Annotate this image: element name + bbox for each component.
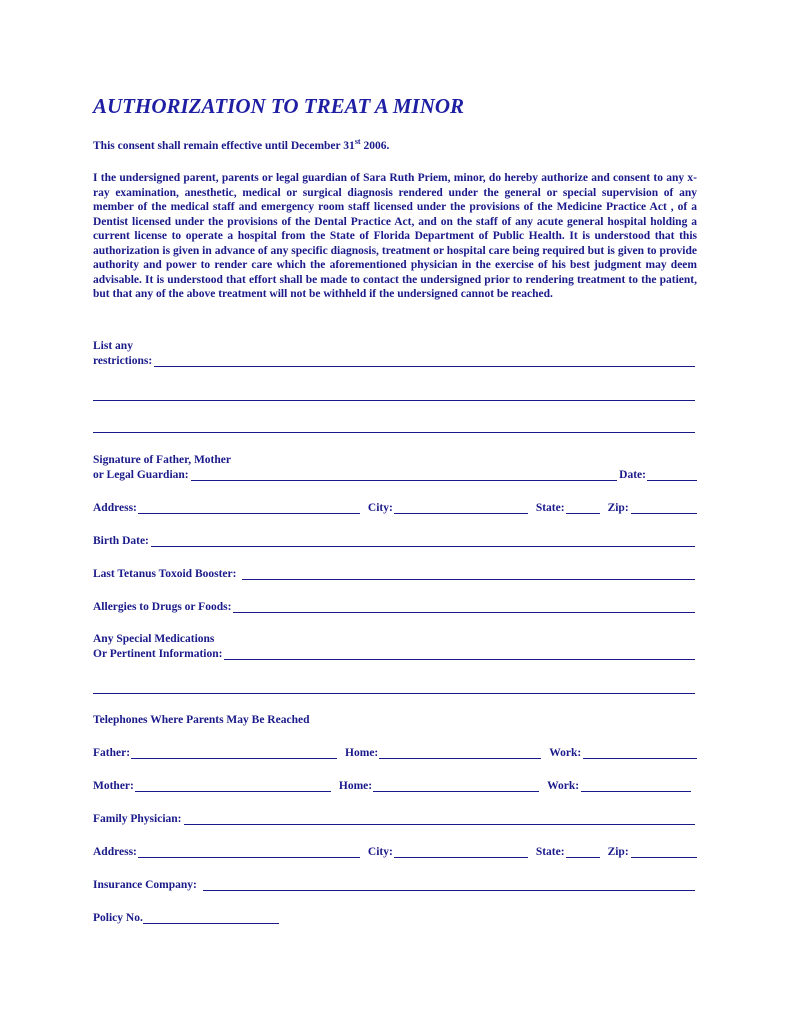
policy-field[interactable] <box>143 911 279 924</box>
allergies-field[interactable] <box>233 600 695 613</box>
physician-state-label: State: <box>535 846 565 858</box>
date-field[interactable] <box>647 468 697 481</box>
address-field[interactable] <box>138 501 360 514</box>
father-work-label: Work: <box>549 747 582 759</box>
insurance-label: Insurance Company: <box>93 879 197 891</box>
medications-field[interactable] <box>224 647 695 660</box>
tetanus-label: Last Tetanus Toxoid Booster: <box>93 568 237 580</box>
zip-label: Zip: <box>607 502 629 514</box>
address-label: Address: <box>93 502 137 514</box>
signature-row <box>93 468 697 482</box>
restrictions-field-line3[interactable] <box>93 432 695 433</box>
medications-field-line2[interactable] <box>93 693 695 694</box>
physician-address-field[interactable] <box>138 845 360 858</box>
mother-label: Mother: <box>93 780 134 792</box>
father-phone-row <box>93 746 697 760</box>
medications-row <box>93 647 697 661</box>
tetanus-field[interactable] <box>242 567 695 580</box>
medications-label-line1: Any Special Medications <box>93 633 215 645</box>
consent-duration-sup: st <box>354 137 361 147</box>
physician-city-field[interactable] <box>394 845 528 858</box>
birth-date-label: Birth Date: <box>93 535 149 547</box>
physician-address-label: Address: <box>93 846 137 858</box>
tetanus-row <box>93 567 697 581</box>
physician-zip-label: Zip: <box>607 846 629 858</box>
address-row <box>93 501 697 515</box>
date-label: Date: <box>619 469 646 481</box>
medications-label: Or Pertinent Information: <box>93 648 223 660</box>
physician-zip-field[interactable] <box>631 845 697 858</box>
city-label: City: <box>367 502 393 514</box>
mother-field[interactable] <box>135 779 331 792</box>
consent-duration-suffix: 2006. <box>360 140 390 152</box>
signature-label-line1: Signature of Father, Mother <box>93 454 231 466</box>
restrictions-row <box>93 354 697 368</box>
restrictions-label-line1: List any <box>93 340 133 352</box>
father-home-label: Home: <box>345 747 379 759</box>
father-home-field[interactable] <box>379 746 541 759</box>
insurance-field[interactable] <box>203 878 695 891</box>
insurance-row <box>93 878 697 892</box>
policy-label: Policy No. <box>93 912 143 924</box>
physician-row <box>93 812 697 826</box>
form-title: AUTHORIZATION TO TREAT A MINOR <box>93 94 465 118</box>
telephones-heading: Telephones Where Parents May Be Reached <box>93 714 310 726</box>
birth-date-field[interactable] <box>151 534 695 547</box>
city-field[interactable] <box>394 501 528 514</box>
consent-duration-prefix: This consent shall remain effective until December 31 <box>93 140 355 152</box>
state-label: State: <box>535 502 565 514</box>
mother-home-label: Home: <box>338 780 373 792</box>
restrictions-field[interactable] <box>154 354 695 367</box>
policy-row <box>93 911 293 925</box>
birth-date-row <box>93 534 697 548</box>
mother-home-field[interactable] <box>373 779 539 792</box>
physician-address-row <box>93 845 697 859</box>
authorization-paragraph: I the undersigned parent, parents or legal guardian of Sara Ruth Priem, minor, do hereby authorize and consent to any x-ray examination, anesthetic, medical or surgical diagnosis rendered under the general or special supervision of any member of the medical staff and emergency room staff licensed under the provisions of the Medicine Practice Act , of a Dentist licensed under the provisions of the Dental Practice Act, and on the staff of any acute general hospital holding a current license to operate a hospital from the State of Florida Department of Public Health. It is understood that this authorization is given in advance of any specific diagnosis, treatment or hospital care being required but is given to provide authority and power to render care which the aforementioned physician in the exercise of his best judgment may deem advisable. It is understood that effort shall be made to contact the undersigned prior to rendering treatment to the patient, but that any of the above treatment will not be withheld if the undersigned cannot be reached. <box>93 172 697 300</box>
mother-work-field[interactable] <box>581 779 691 792</box>
signature-label: or Legal Guardian: <box>93 469 189 481</box>
physician-state-field[interactable] <box>566 845 600 858</box>
consent-duration <box>93 139 389 153</box>
father-label: Father: <box>93 747 131 759</box>
physician-label: Family Physician: <box>93 813 182 825</box>
restrictions-label: restrictions: <box>93 355 153 367</box>
physician-city-label: City: <box>367 846 393 858</box>
physician-field[interactable] <box>184 812 696 825</box>
mother-work-label: Work: <box>547 780 580 792</box>
father-field[interactable] <box>131 746 337 759</box>
state-field[interactable] <box>566 501 600 514</box>
father-work-field[interactable] <box>583 746 697 759</box>
zip-field[interactable] <box>631 501 697 514</box>
allergies-label: Allergies to Drugs or Foods: <box>93 601 232 613</box>
mother-phone-row <box>93 779 697 793</box>
signature-field[interactable] <box>191 468 618 481</box>
allergies-row <box>93 600 697 614</box>
restrictions-field-line2[interactable] <box>93 400 695 401</box>
